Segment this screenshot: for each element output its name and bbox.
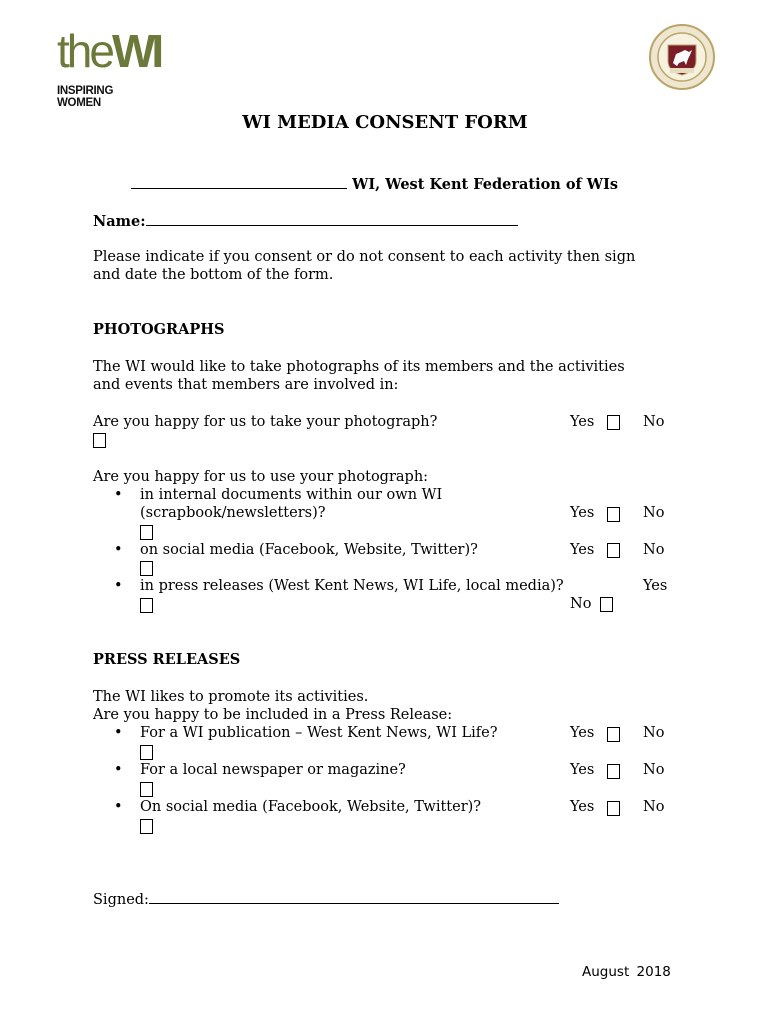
no-checkbox[interactable] bbox=[600, 597, 613, 612]
photographs-heading: PHOTOGRAPHS bbox=[93, 321, 225, 338]
form-date: August 2018 bbox=[582, 964, 671, 980]
bullet-dot: • bbox=[114, 799, 123, 815]
no-checkbox[interactable] bbox=[140, 819, 153, 834]
no-label: No bbox=[643, 762, 665, 778]
federation-seal bbox=[648, 23, 716, 91]
bullet-press-releases: in press releases (West Kent News, WI Life, local media)? bbox=[140, 578, 564, 594]
press-releases-intro-1: The WI likes to promote its activities. bbox=[93, 689, 369, 705]
bullet-internal-line-1: in internal documents within our own WI bbox=[140, 487, 443, 503]
yes-label: Yes bbox=[570, 505, 595, 521]
photographs-intro-1: The WI would like to take photographs of its members and the activities bbox=[93, 359, 625, 375]
name-label: Name: bbox=[93, 213, 146, 230]
no-checkbox[interactable] bbox=[140, 782, 153, 797]
instructions-line-1: Please indicate if you consent or do not consent to each activity then sign bbox=[93, 249, 636, 265]
form-title: WI MEDIA CONSENT FORM bbox=[242, 112, 528, 133]
no-checkbox[interactable] bbox=[93, 433, 106, 448]
photographs-intro-2: and events that members are involved in: bbox=[93, 377, 399, 393]
no-label: No bbox=[643, 414, 665, 430]
logo-the-text: the bbox=[57, 25, 112, 77]
no-checkbox[interactable] bbox=[140, 561, 153, 576]
name-row bbox=[93, 211, 518, 231]
name-field[interactable] bbox=[146, 211, 518, 226]
signed-row bbox=[93, 889, 559, 909]
bullet-dot: • bbox=[114, 487, 123, 503]
logo-tagline: INSPIRING WOMEN bbox=[57, 85, 114, 109]
yes-label: Yes bbox=[570, 799, 595, 815]
bullet-pr-social-media: On social media (Facebook, Website, Twitter)? bbox=[140, 799, 482, 815]
signed-label: Signed: bbox=[93, 892, 149, 908]
question-take-photo: Are you happy for us to take your photograph? bbox=[93, 414, 438, 430]
logo-wi-text: WI bbox=[111, 25, 161, 77]
signature-field[interactable] bbox=[149, 889, 559, 904]
yes-label: Yes bbox=[570, 725, 595, 741]
seal-icon bbox=[648, 23, 716, 91]
no-label: No bbox=[643, 725, 665, 741]
no-checkbox[interactable] bbox=[140, 745, 153, 760]
bullet-dot: • bbox=[114, 762, 123, 778]
no-label: No bbox=[643, 799, 665, 815]
question-use-photo: Are you happy for us to use your photograph: bbox=[93, 469, 429, 485]
press-releases-heading: PRESS RELEASES bbox=[93, 651, 241, 668]
no-label: No bbox=[643, 505, 665, 521]
no-label: No bbox=[643, 542, 665, 558]
yes-checkbox[interactable] bbox=[607, 764, 620, 779]
wi-name-field[interactable] bbox=[131, 174, 347, 189]
bullet-internal-line-2: (scrapbook/newsletters)? bbox=[140, 505, 326, 521]
federation-text: WI, West Kent Federation of WIs bbox=[352, 176, 619, 193]
bullet-dot: • bbox=[114, 542, 123, 558]
instructions-line-2: and date the bottom of the form. bbox=[93, 267, 334, 283]
yes-label: Yes bbox=[570, 762, 595, 778]
no-label: No bbox=[570, 596, 592, 612]
yes-checkbox[interactable] bbox=[607, 727, 620, 742]
yes-checkbox[interactable] bbox=[607, 801, 620, 816]
bullet-dot: • bbox=[114, 725, 123, 741]
federation-line bbox=[131, 174, 618, 194]
bullet-dot: • bbox=[114, 578, 123, 594]
yes-checkbox[interactable] bbox=[607, 415, 620, 430]
yes-checkbox[interactable] bbox=[607, 543, 620, 558]
bullet-local-newspaper: For a local newspaper or magazine? bbox=[140, 762, 406, 778]
no-checkbox[interactable] bbox=[140, 525, 153, 540]
yes-label: Yes bbox=[570, 542, 595, 558]
yes-checkbox[interactable] bbox=[607, 507, 620, 522]
bullet-wi-publication: For a WI publication – West Kent News, WI Life? bbox=[140, 725, 498, 741]
press-releases-intro-2: Are you happy to be included in a Press Release: bbox=[93, 707, 453, 723]
yes-checkbox[interactable] bbox=[140, 598, 153, 613]
wi-logo bbox=[57, 25, 161, 109]
yes-label: Yes bbox=[643, 578, 668, 594]
yes-label: Yes bbox=[570, 414, 595, 430]
bullet-social-media: on social media (Facebook, Website, Twitter)? bbox=[140, 542, 478, 558]
